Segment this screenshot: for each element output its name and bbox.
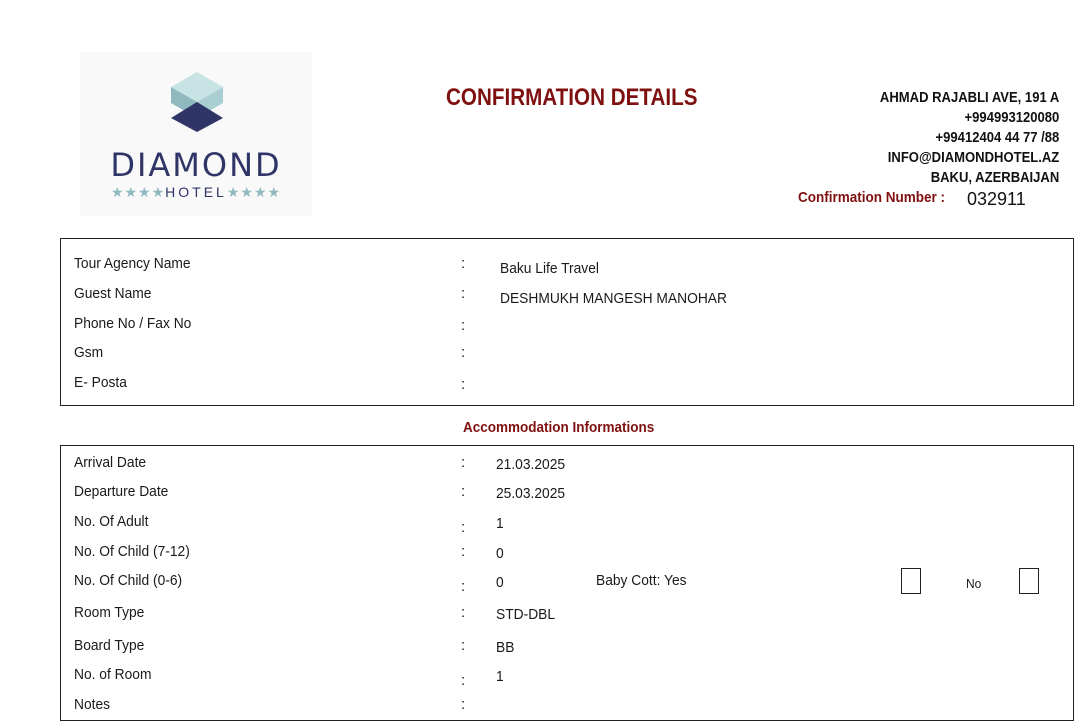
- acc-row-arrival: [61, 454, 1073, 484]
- field-value: 0: [496, 574, 504, 591]
- acc-row-adult: [61, 513, 1073, 543]
- field-label: Phone No / Fax No: [74, 315, 192, 332]
- colon: :: [461, 483, 466, 500]
- field-value: STD-DBL: [496, 606, 556, 623]
- no-label: No: [966, 576, 982, 591]
- colon: :: [461, 454, 466, 471]
- field-label: No. Of Child (7-12): [74, 543, 190, 560]
- colon: :: [461, 376, 466, 393]
- field-label: Guest Name: [74, 285, 152, 302]
- field-label: Gsm: [74, 344, 104, 361]
- colon: :: [461, 696, 466, 713]
- city-line: BAKU, AZERBAIJAN: [930, 170, 1059, 186]
- logo-subtitle: [80, 184, 312, 201]
- guest-info-box: [60, 238, 1074, 406]
- acc-row-rooms: [61, 666, 1073, 696]
- field-value: 21.03.2025: [496, 456, 566, 473]
- acc-row-child-0-6: [61, 572, 1073, 602]
- field-label: Room Type: [74, 604, 145, 621]
- baby-cott-yes-checkbox[interactable]: [901, 568, 921, 594]
- field-label: No. of Room: [74, 666, 152, 683]
- document-title: CONFIRMATION DETAILS: [446, 84, 698, 111]
- colon: :: [461, 317, 466, 334]
- guest-row-agency: [61, 255, 1073, 285]
- field-label: Tour Agency Name: [74, 255, 191, 272]
- field-value: 1: [496, 668, 504, 685]
- phone-line: +99412404 44 77 /88: [935, 130, 1059, 146]
- acc-row-room-type: [61, 604, 1073, 634]
- guest-row-name: [61, 285, 1073, 315]
- acc-row-notes: [61, 696, 1073, 726]
- acc-row-child-7-12: [61, 543, 1073, 573]
- email-line: INFO@DIAMONDHOTEL.AZ: [887, 150, 1059, 166]
- colon: :: [461, 604, 466, 621]
- field-label: Notes: [74, 696, 111, 713]
- phone-line: +994993120080: [964, 110, 1059, 126]
- guest-row-phone: [61, 315, 1073, 345]
- colon: :: [461, 344, 466, 361]
- field-value: BB: [496, 639, 515, 656]
- field-label: E- Posta: [74, 374, 127, 391]
- colon: :: [461, 255, 466, 272]
- hotel-address: [860, 88, 1059, 188]
- colon: :: [461, 285, 466, 302]
- field-value: Baku Life Travel: [500, 260, 599, 277]
- stars-right-icon: ★★★★: [226, 184, 282, 200]
- field-value: 0: [496, 545, 504, 562]
- stars-left-icon: ★★★★: [110, 184, 166, 200]
- colon: :: [461, 578, 466, 595]
- colon: :: [461, 672, 466, 689]
- acc-row-board-type: [61, 637, 1073, 667]
- baby-cott-no-checkbox[interactable]: [1019, 568, 1039, 594]
- field-value: 1: [496, 515, 504, 532]
- field-value: 25.03.2025: [496, 485, 566, 502]
- field-label: Arrival Date: [74, 454, 147, 471]
- logo-subtitle-text: HOTEL: [165, 184, 227, 200]
- confirmation-number-label: Confirmation Number :: [798, 189, 946, 206]
- hotel-logo: [80, 52, 312, 216]
- accommodation-section-title: Accommodation Informations: [463, 419, 655, 436]
- colon: :: [461, 637, 466, 654]
- field-label: No. Of Adult: [74, 513, 149, 530]
- field-label: No. Of Child (0-6): [74, 572, 183, 589]
- confirmation-number-value: 032911: [967, 189, 1026, 209]
- guest-row-email: [61, 374, 1073, 404]
- baby-cott-label: Baby Cott: Yes: [596, 572, 687, 589]
- logo-wordmark: DIAMOND: [110, 146, 282, 184]
- acc-row-departure: [61, 483, 1073, 513]
- colon: :: [461, 519, 466, 536]
- address-line: AHMAD RAJABLI AVE, 191 A: [879, 90, 1059, 106]
- field-label: Departure Date: [74, 483, 169, 500]
- accommodation-box: [60, 445, 1074, 721]
- diamond-logo-icon: [80, 52, 312, 152]
- field-value: DESHMUKH MANGESH MANOHAR: [500, 290, 727, 307]
- guest-row-gsm: [61, 344, 1073, 374]
- field-label: Board Type: [74, 637, 145, 654]
- colon: :: [461, 543, 466, 560]
